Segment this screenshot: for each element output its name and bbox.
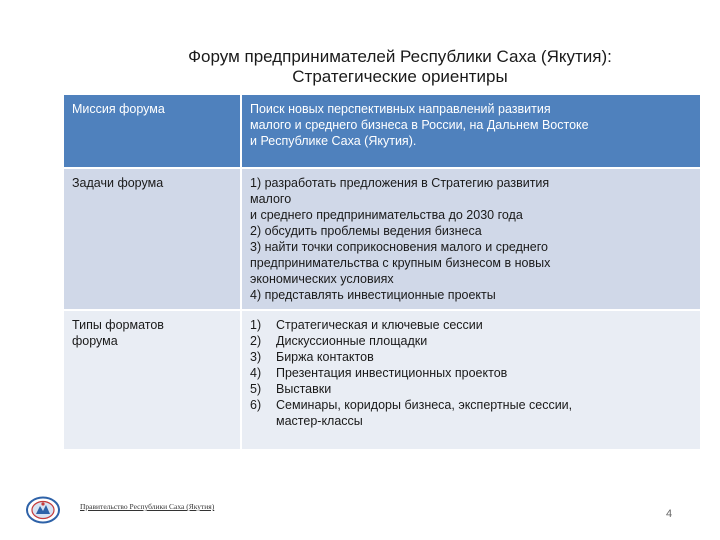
title-line-1: Форум предпринимателей Республики Саха (Якутия): (188, 47, 612, 66)
list-item (250, 317, 692, 333)
mission-line: Поиск новых перспективных направлений развития (250, 102, 551, 116)
list-item (250, 349, 692, 365)
formats-list (250, 317, 692, 429)
list-item (250, 381, 692, 397)
tasks-line: и среднего предпринимательства до 2030 года (250, 208, 523, 222)
tasks-line: 1) разработать предложения в Стратегию развития (250, 176, 550, 190)
list-item-number: 1) (250, 318, 262, 332)
list-item-text: Презентация инвестиционных проектов (276, 366, 508, 380)
list-item-number (250, 413, 276, 429)
forum-info-table (64, 95, 700, 451)
mission-text (241, 95, 700, 168)
table-row-formats (64, 310, 700, 450)
tasks-line: 2) обсудить проблемы ведения бизнеса (250, 224, 482, 238)
tasks-label: Задачи форума (64, 168, 241, 310)
mission-line: малого и среднего бизнеса в России, на Дальнем Востоке (250, 118, 589, 132)
mission-label: Миссия форума (64, 95, 241, 168)
list-item-text: Дискуссионные площадки (276, 334, 428, 348)
list-item-number: 6) (250, 398, 262, 412)
table-row-tasks (64, 168, 700, 310)
list-item (250, 333, 692, 349)
list-item-number: 3) (250, 350, 262, 364)
formats-label-line: Типы форматов (72, 318, 164, 332)
list-item-text: Стратегическая и ключевые сессии (276, 318, 483, 332)
title-line-2: Стратегические ориентиры (292, 67, 508, 86)
formats-label (64, 310, 241, 450)
list-item (250, 397, 692, 413)
formats-label-line: форума (72, 334, 118, 348)
list-item-text: мастер-классы (276, 414, 363, 428)
tasks-line: малого (250, 192, 292, 206)
tasks-text (241, 168, 700, 310)
footer-organization: Правительство Республики Саха (Якутия) (80, 502, 215, 511)
list-item-text: Биржа контактов (276, 350, 374, 364)
formats-list-cell (241, 310, 700, 450)
list-item-text: Семинары, коридоры бизнеса, экспертные сессии, (276, 398, 573, 412)
list-item (250, 413, 692, 429)
list-item-number: 4) (250, 366, 262, 380)
mission-line: и Республике Саха (Якутия). (250, 134, 417, 148)
tasks-line: предпринимательства с крупным бизнесом в новых (250, 256, 551, 270)
government-emblem-icon (26, 496, 60, 524)
list-item-number: 2) (250, 334, 262, 348)
list-item (250, 365, 692, 381)
slide-title (150, 47, 650, 87)
list-item-text: Выставки (276, 382, 332, 396)
list-item-number: 5) (250, 382, 262, 396)
tasks-line: экономических условиях (250, 272, 394, 286)
table-row-mission (64, 95, 700, 168)
tasks-line: 4) представлять инвестиционные проекты (250, 288, 496, 302)
page-number: 4 (666, 508, 673, 520)
tasks-line: 3) найти точки соприкосновения малого и среднего (250, 240, 548, 254)
